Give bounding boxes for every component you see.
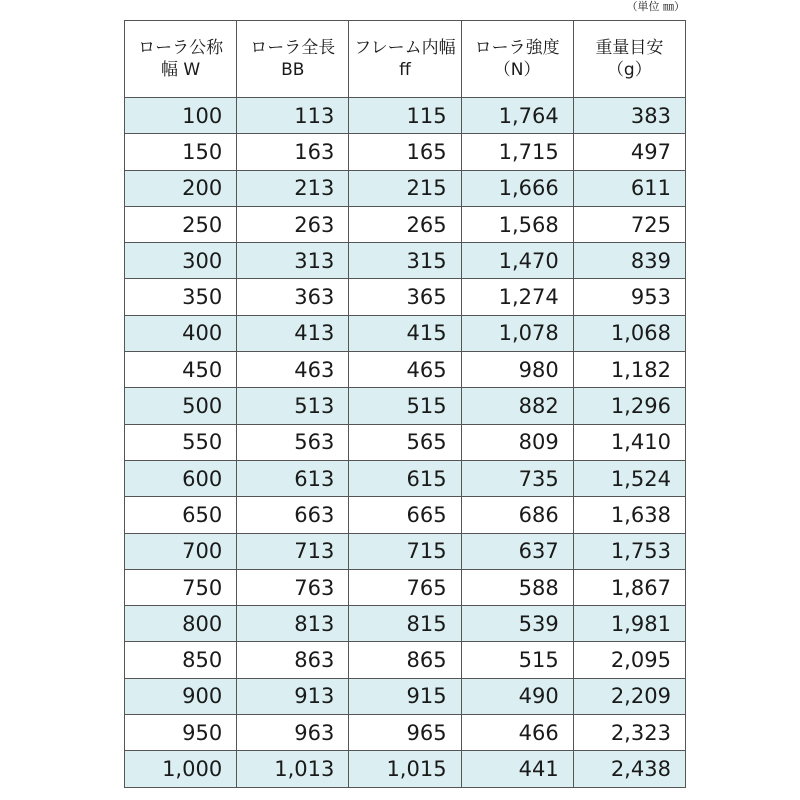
cell-frame-inner-width: 365 [349, 279, 461, 315]
cell-weight: 1,068 [573, 315, 685, 351]
cell-total-length: 163 [237, 134, 349, 170]
cell-frame-inner-width: 165 [349, 134, 461, 170]
cell-frame-inner-width: 415 [349, 315, 461, 351]
cell-roller-strength: 882 [461, 388, 573, 424]
cell-nominal-width: 200 [125, 170, 237, 206]
cell-roller-strength: 809 [461, 424, 573, 460]
table-row [125, 569, 686, 605]
cell-total-length: 913 [237, 678, 349, 714]
table-row [125, 206, 686, 242]
roller-spec-table [124, 20, 686, 788]
table-row [125, 424, 686, 460]
table-row [125, 751, 686, 787]
cell-total-length: 763 [237, 569, 349, 605]
header-total-length-line2: BB [281, 60, 305, 80]
cell-roller-strength: 1,666 [461, 170, 573, 206]
cell-weight: 2,323 [573, 715, 685, 751]
cell-roller-strength: 1,715 [461, 134, 573, 170]
cell-total-length: 563 [237, 424, 349, 460]
cell-frame-inner-width: 465 [349, 352, 461, 388]
unit-note: （単位 ㎜） [626, 0, 685, 13]
cell-weight: 611 [573, 170, 685, 206]
cell-weight: 1,410 [573, 424, 685, 460]
cell-total-length: 713 [237, 533, 349, 569]
cell-nominal-width: 700 [125, 533, 237, 569]
cell-weight: 1,638 [573, 497, 685, 533]
cell-total-length: 263 [237, 206, 349, 242]
cell-total-length: 663 [237, 497, 349, 533]
header-row [125, 21, 686, 98]
header-roller-strength-line2: （N） [493, 60, 541, 80]
header-weight-line1: 重量目安 [595, 38, 664, 58]
cell-roller-strength: 1,470 [461, 243, 573, 279]
cell-nominal-width: 900 [125, 678, 237, 714]
cell-nominal-width: 800 [125, 606, 237, 642]
cell-nominal-width: 100 [125, 98, 237, 134]
cell-weight: 1,296 [573, 388, 685, 424]
cell-roller-strength: 1,078 [461, 315, 573, 351]
table-row [125, 388, 686, 424]
cell-weight: 2,438 [573, 751, 685, 787]
table-row [125, 98, 686, 134]
cell-total-length: 813 [237, 606, 349, 642]
cell-weight: 497 [573, 134, 685, 170]
cell-frame-inner-width: 115 [349, 98, 461, 134]
cell-total-length: 213 [237, 170, 349, 206]
cell-frame-inner-width: 315 [349, 243, 461, 279]
cell-total-length: 363 [237, 279, 349, 315]
table-header [125, 21, 686, 98]
cell-total-length: 513 [237, 388, 349, 424]
cell-frame-inner-width: 815 [349, 606, 461, 642]
cell-frame-inner-width: 515 [349, 388, 461, 424]
cell-nominal-width: 350 [125, 279, 237, 315]
cell-total-length: 113 [237, 98, 349, 134]
table-row [125, 606, 686, 642]
cell-nominal-width: 1,000 [125, 751, 237, 787]
cell-total-length: 413 [237, 315, 349, 351]
cell-weight: 1,867 [573, 569, 685, 605]
cell-frame-inner-width: 915 [349, 678, 461, 714]
cell-nominal-width: 400 [125, 315, 237, 351]
cell-nominal-width: 950 [125, 715, 237, 751]
header-nominal-width-line1: ローラ公称 [138, 38, 224, 58]
header-frame-inner-width [349, 21, 461, 98]
table-row [125, 533, 686, 569]
cell-frame-inner-width: 715 [349, 533, 461, 569]
cell-roller-strength: 637 [461, 533, 573, 569]
table-row [125, 642, 686, 678]
cell-weight: 725 [573, 206, 685, 242]
header-nominal-width [125, 21, 237, 98]
cell-total-length: 613 [237, 460, 349, 496]
cell-roller-strength: 588 [461, 569, 573, 605]
table-row [125, 497, 686, 533]
cell-nominal-width: 850 [125, 642, 237, 678]
table-row [125, 715, 686, 751]
cell-frame-inner-width: 765 [349, 569, 461, 605]
cell-total-length: 1,013 [237, 751, 349, 787]
table-row [125, 170, 686, 206]
cell-weight: 839 [573, 243, 685, 279]
cell-nominal-width: 750 [125, 569, 237, 605]
cell-nominal-width: 650 [125, 497, 237, 533]
cell-weight: 2,095 [573, 642, 685, 678]
cell-weight: 1,182 [573, 352, 685, 388]
cell-frame-inner-width: 1,015 [349, 751, 461, 787]
cell-total-length: 963 [237, 715, 349, 751]
cell-roller-strength: 490 [461, 678, 573, 714]
header-nominal-width-line2: 幅 W [160, 60, 201, 80]
cell-total-length: 863 [237, 642, 349, 678]
cell-nominal-width: 250 [125, 206, 237, 242]
table-row [125, 279, 686, 315]
cell-nominal-width: 600 [125, 460, 237, 496]
table-row [125, 678, 686, 714]
header-frame-inner-width-line2: ff [399, 60, 411, 80]
cell-weight: 1,524 [573, 460, 685, 496]
cell-nominal-width: 150 [125, 134, 237, 170]
header-roller-strength-line1: ローラ強度 [474, 38, 560, 58]
cell-roller-strength: 980 [461, 352, 573, 388]
cell-roller-strength: 466 [461, 715, 573, 751]
cell-weight: 2,209 [573, 678, 685, 714]
header-roller-strength [461, 21, 573, 98]
cell-roller-strength: 441 [461, 751, 573, 787]
cell-weight: 953 [573, 279, 685, 315]
cell-weight: 1,981 [573, 606, 685, 642]
cell-nominal-width: 300 [125, 243, 237, 279]
cell-frame-inner-width: 665 [349, 497, 461, 533]
cell-roller-strength: 735 [461, 460, 573, 496]
table-row [125, 315, 686, 351]
cell-frame-inner-width: 265 [349, 206, 461, 242]
header-weight [573, 21, 685, 98]
cell-roller-strength: 686 [461, 497, 573, 533]
cell-roller-strength: 1,568 [461, 206, 573, 242]
cell-roller-strength: 1,764 [461, 98, 573, 134]
cell-total-length: 463 [237, 352, 349, 388]
cell-roller-strength: 1,274 [461, 279, 573, 315]
cell-total-length: 313 [237, 243, 349, 279]
cell-weight: 383 [573, 98, 685, 134]
cell-nominal-width: 550 [125, 424, 237, 460]
cell-frame-inner-width: 215 [349, 170, 461, 206]
cell-frame-inner-width: 865 [349, 642, 461, 678]
cell-nominal-width: 450 [125, 352, 237, 388]
cell-weight: 1,753 [573, 533, 685, 569]
table-row [125, 352, 686, 388]
table-row [125, 460, 686, 496]
cell-frame-inner-width: 565 [349, 424, 461, 460]
header-weight-line2: （g） [606, 60, 652, 80]
header-total-length-line1: ローラ全長 [250, 38, 336, 58]
header-total-length [237, 21, 349, 98]
cell-frame-inner-width: 965 [349, 715, 461, 751]
header-frame-inner-width-line1: フレーム内幅 [354, 38, 456, 58]
table-row [125, 134, 686, 170]
table-body [125, 98, 686, 788]
cell-nominal-width: 500 [125, 388, 237, 424]
cell-roller-strength: 539 [461, 606, 573, 642]
cell-roller-strength: 515 [461, 642, 573, 678]
table-row [125, 243, 686, 279]
cell-frame-inner-width: 615 [349, 460, 461, 496]
